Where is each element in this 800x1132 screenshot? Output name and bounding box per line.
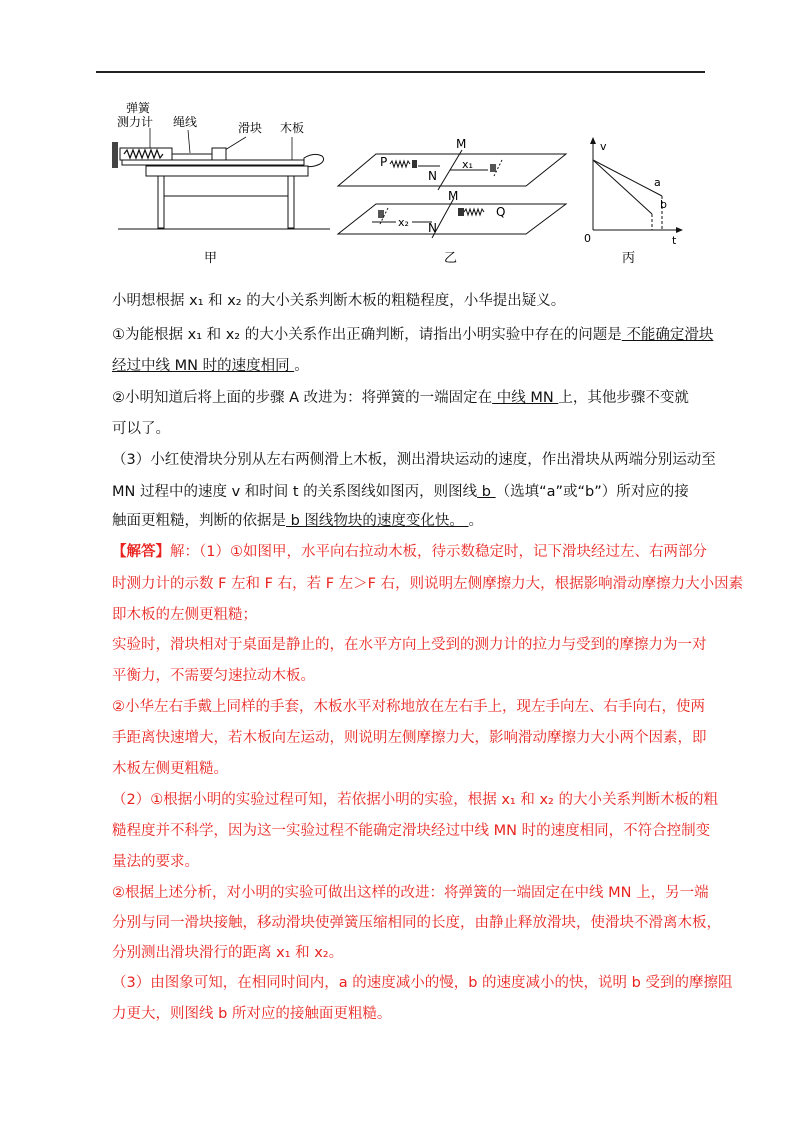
line-a — [593, 160, 662, 196]
answer-line-10: 糙程度并不科学，因为这一实验过程不能确定滑块经过中线 MN 时的速度相同，不符合控制变 — [112, 823, 711, 839]
bottom-q-label: Q — [496, 205, 506, 219]
answer-line-4: 实验时，滑块相对于桌面是静止的，在水平方向上受到的测力计的拉力与受到的摩擦力为一对 — [112, 637, 707, 653]
top-n-label: N — [428, 169, 437, 183]
table-top — [146, 166, 308, 176]
figure-yi — [338, 137, 566, 266]
hand-icon — [304, 154, 324, 166]
answer-line-16: 力更大，则图线 b 所对应的接触面更粗糙。 — [112, 1006, 392, 1022]
board — [122, 160, 312, 165]
top-x1-label: x₁ — [462, 158, 473, 171]
question-line-1: 小明想根据 x₁ 和 x₂ 的大小关系判断木板的粗糙程度，小华提出疑义。 — [112, 293, 566, 309]
caption-bing: 丙 — [622, 251, 636, 266]
bottom-block — [378, 210, 384, 218]
question-line-6: （3）小红使滑块分别从左右两侧滑上木板，测出滑块运动的速度，作出滑块从两端分别运动至 — [112, 452, 716, 468]
answer-line-3: 即木板的左侧更粗糙； — [112, 607, 257, 623]
caption-jia: 甲 — [204, 251, 218, 266]
question-line-8: 触面更粗糙，判断的依据是 b 图线物块的速度变化快。 。 — [112, 513, 484, 529]
bottom-plane — [338, 204, 566, 234]
line-a-label: a — [654, 176, 661, 189]
figure-jia — [112, 101, 330, 266]
answer-heading: 【解答】 — [112, 544, 170, 560]
answer-line-14: 分别测出滑块滑行的距离 x₁ 和 x₂。 — [112, 945, 344, 961]
question-line-4: ②小明知道后将上面的步骤 A 改进为：将弹簧的一端固定在 中线 MN 上，其他步骤不变就 — [112, 390, 689, 406]
label-meter: 测力计 — [117, 115, 154, 129]
top-block — [490, 164, 496, 172]
top-m-label: M — [456, 137, 467, 151]
answer-line-9: （2）①根据小明的实验过程可知，若依据小明的实验，根据 x₁ 和 x₂ 的大小关系判断木板的粗 — [112, 792, 718, 808]
answer-line-5: 平衡力，不需要匀速拉动木板。 — [112, 668, 315, 684]
answer-line-1: 【解答】解：（1）①如图甲，水平向右拉动木板，待示数稳定时，记下滑块经过左、右两部分 — [112, 544, 707, 560]
figure-bing — [584, 137, 683, 266]
wall — [112, 142, 118, 168]
block — [212, 148, 226, 160]
label-block: 滑块 — [238, 121, 263, 135]
bottom-x2-label: x₂ — [398, 216, 409, 229]
label-board: 木板 — [280, 121, 305, 135]
v-axis-label: v — [600, 140, 607, 153]
answer-line-7: 手距离快速增大，若木板向左运动，则说明左侧摩擦力大，影响滑动摩擦力大小两个因素，即 — [112, 730, 707, 746]
answer-line-13: 分别与同一滑块接触，移动滑块使弹簧压缩相同的长度，由静止释放滑块，使滑块不滑离木板， — [112, 915, 721, 931]
t-axis-label: t — [672, 234, 677, 247]
top-p-label: P — [380, 155, 388, 169]
label-spring: 弹簧 — [126, 101, 151, 115]
question-line-7: MN 过程中的速度 v 和时间 t 的关系图线如图丙，则图线 b （选填“a”或“b”）所对应的接 — [112, 484, 689, 500]
answer-line-8: 木板左侧更粗糙。 — [112, 761, 228, 777]
answer-line-6: ②小华左右手戴上同样的手套，木板水平对称地放在左右手上，现左手向左、右手向右，使两 — [112, 699, 705, 715]
line-b-label: b — [660, 198, 667, 211]
question-line-2: ①为能根据 x₁ 和 x₂ 的大小关系作出正确判断，请指出小明实验中存在的问题是 不能确定滑块 — [112, 327, 714, 343]
figures-area — [0, 0, 800, 290]
question-line-5: 可以了。 — [112, 421, 170, 437]
question-line-3: 经过中线 MN 时的速度相同 。 — [112, 358, 309, 374]
answer-line-2: 时测力计的示数 F 左和 F 右，若 F 左＞F 右，则说明左侧摩擦力大，根据影响滑动摩擦力大小因素 — [112, 576, 744, 592]
answer-line-11: 量法的要求。 — [112, 854, 199, 870]
bottom-m-label: M — [448, 189, 459, 203]
origin-label: 0 — [584, 232, 591, 245]
answer-line-12: ②根据上述分析，对小明的实验可做出这样的改进：将弹簧的一端固定在中线 MN 上，另一端 — [112, 885, 709, 901]
caption-yi: 乙 — [444, 251, 458, 266]
answer-line-15: （3）由图象可知，在相同时间内，a 的速度减小的慢，b 的速度减小的快，说明 b 受到的摩擦阻 — [112, 975, 733, 991]
label-rope: 绳线 — [173, 115, 198, 129]
bottom-n-label: N — [428, 221, 437, 235]
line-b — [593, 160, 652, 214]
